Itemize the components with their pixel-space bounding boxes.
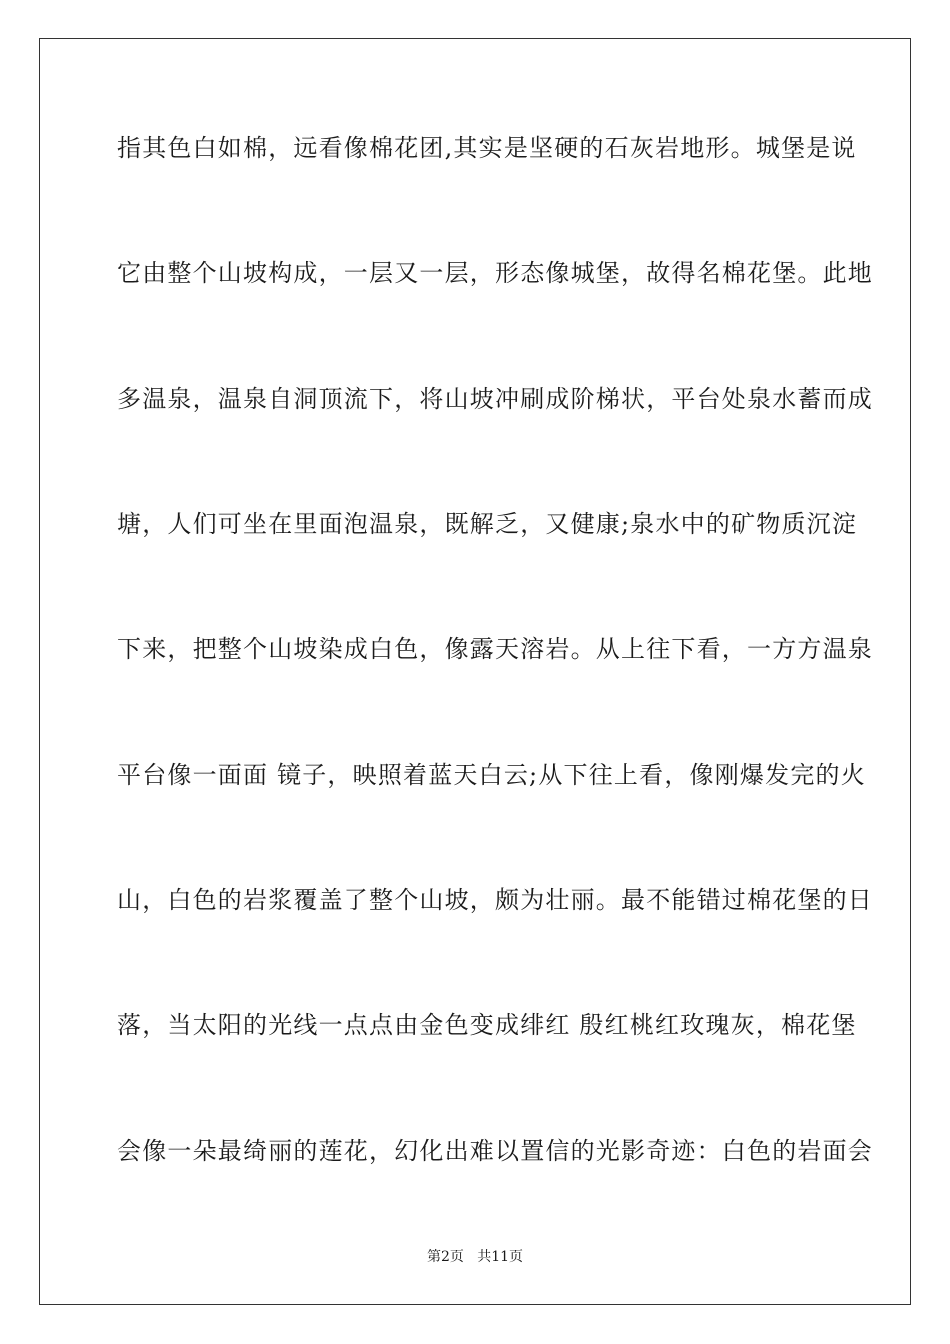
text-line: 落，当太阳的光线一点点由金色变成绯红 殷红桃红玫瑰灰，棉花堡 bbox=[117, 1011, 857, 1039]
text-line: 它由整个山坡构成，一层又一层，形态像城堡，故得名棉花堡。此地 bbox=[117, 259, 873, 287]
page-number-footer: 第2页 共11页 bbox=[426, 1249, 524, 1265]
text-line: 塘，人们可坐在里面泡温泉，既解乏，又健康;泉水中的矿物质沉淀 bbox=[117, 510, 858, 538]
text-line: 山，白色的岩浆覆盖了整个山坡，颇为壮丽。最不能错过棉花堡的日 bbox=[117, 886, 873, 914]
text-line: 多温泉，温泉自洞顶流下，将山坡冲刷成阶梯状，平台处泉水蓄而成 bbox=[117, 385, 873, 413]
text-line: 会像一朵最绮丽的莲花，幻化出难以置信的光影奇迹：白色的岩面会 bbox=[117, 1137, 873, 1165]
text-line: 下来，把整个山坡染成白色，像露天溶岩。从上往下看，一方方温泉 bbox=[117, 635, 873, 663]
text-line: 平台像一面面 镜子，映照着蓝天白云;从下往上看，像刚爆发完的火 bbox=[117, 761, 866, 789]
text-line: 指其色白如棉，远看像棉花团,其实是坚硬的石灰岩地形。城堡是说 bbox=[117, 134, 857, 162]
